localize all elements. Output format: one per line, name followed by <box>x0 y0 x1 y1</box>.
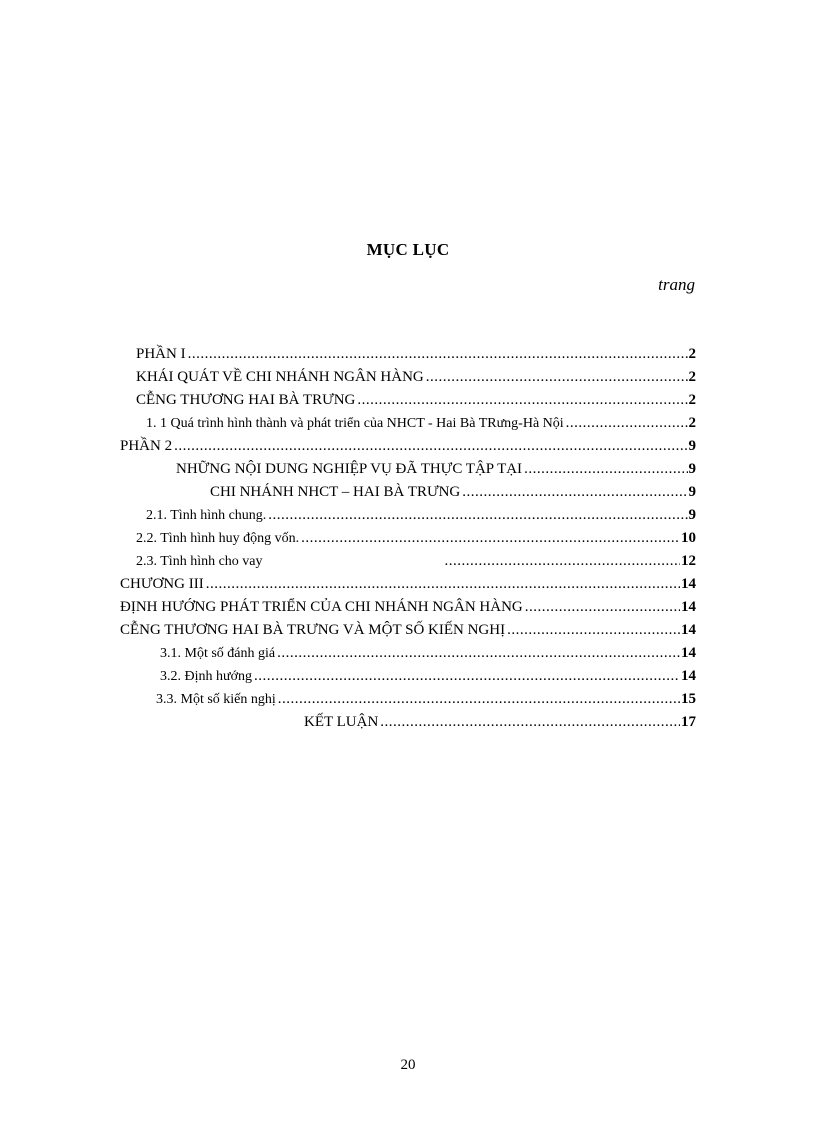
toc-leader-dots <box>357 389 687 411</box>
toc-leader-dots <box>380 711 680 733</box>
toc-entry-page: 2 <box>688 369 696 385</box>
toc-entry-khai-quat[interactable] <box>136 366 696 388</box>
toc-entry-label: 1. 1 Quá trình hình thành và phát triển của NHCT - Hai Bà TRưng-Hà Nội <box>146 416 564 431</box>
toc-entry-page: 14 <box>681 645 696 661</box>
toc-entry-2-3[interactable] <box>136 550 696 572</box>
toc-entry-nhung-noi-dung[interactable] <box>176 458 696 480</box>
page-column-label: trang <box>658 275 695 294</box>
toc-entry-label: CHƯƠNG III <box>120 576 204 592</box>
toc-entry-2-2[interactable] <box>136 527 696 549</box>
toc-entry-page: 12 <box>681 553 696 569</box>
toc-entry-3-3[interactable] <box>156 688 696 710</box>
toc-leader-dots <box>445 550 680 572</box>
toc-entry-page: 14 <box>681 576 696 592</box>
toc-entry-label: KHÁI QUÁT VỀ CHI NHÁNH NGÂN HÀNG <box>136 369 424 385</box>
toc-leader-dots <box>462 481 687 503</box>
toc-entry-phan-2[interactable] <box>120 435 696 457</box>
toc-entry-label: KẾT LUẬN <box>304 714 379 730</box>
toc-entry-1-1[interactable] <box>146 412 696 434</box>
toc-entry-label: 3.3. Một số kiến nghị <box>156 692 276 707</box>
toc-entry-page: 14 <box>681 668 696 684</box>
toc-leader-dots <box>525 596 680 618</box>
toc-entry-label: CỄNG THƯƠNG HAI BÀ TRƯNG <box>136 392 356 408</box>
toc-entry-label: 2.1. Tình hình chung. <box>146 508 267 523</box>
toc-entry-page: 14 <box>681 622 696 638</box>
toc-entry-label: 2.3. Tình hình cho vay <box>136 554 263 569</box>
toc-entry-cong-thuong[interactable] <box>136 389 696 411</box>
toc-entry-label: 3.2. Định hướng <box>160 669 252 684</box>
toc-entry-label: PHẦN 2 <box>120 438 173 454</box>
toc-entry-cong-thuong-kien-nghi[interactable] <box>120 619 696 641</box>
toc-leader-dots <box>268 504 687 526</box>
toc-entry-chi-nhanh-nhct[interactable] <box>210 481 696 503</box>
toc-entry-page: 9 <box>688 484 696 500</box>
toc-entry-label: CHI NHÁNH NHCT – HAI BÀ TRƯNG <box>210 484 461 500</box>
toc-entry-page: 2 <box>688 415 696 431</box>
toc-leader-dots <box>206 573 680 595</box>
toc-entry-label: PHẦN I <box>136 346 186 362</box>
toc-entry-page: 2 <box>688 346 696 362</box>
toc-entry-chuong-3[interactable] <box>120 573 696 595</box>
toc-entry-label: ĐỊNH HƯỚNG PHÁT TRIỂN CỦA CHI NHÁNH NGÂN HÀNG <box>120 599 523 615</box>
toc-leader-dots <box>278 688 680 710</box>
toc-entry-label: 2.2. Tình hình huy động vốn. <box>136 531 300 546</box>
toc-entry-ket-luan[interactable] <box>304 711 696 733</box>
toc-entry-page: 14 <box>681 599 696 615</box>
toc-entry-page: 9 <box>688 438 696 454</box>
toc-entry-phan-1[interactable] <box>136 343 696 365</box>
toc-entry-3-2[interactable] <box>160 665 696 687</box>
toc-leader-dots <box>254 665 680 687</box>
toc-entry-page: 17 <box>681 714 696 730</box>
toc-leader-dots <box>277 642 680 664</box>
page-title: MỤC LỤC <box>366 240 450 259</box>
toc-entry-label: 3.1. Một số đánh giá <box>160 646 276 661</box>
toc-leader-dots <box>524 458 687 480</box>
toc-entry-label: CỄNG THƯƠNG HAI BÀ TRƯNG VÀ MỘT SỐ KIẾN NGHỊ <box>120 622 506 638</box>
toc-leader-dots <box>426 366 688 388</box>
toc-leader-dots <box>174 435 687 457</box>
toc-entry-page: 15 <box>681 691 696 707</box>
toc-leader-dots <box>301 527 680 549</box>
toc-leader-dots <box>188 343 688 365</box>
toc-entry-dinh-huong-phat-trien[interactable] <box>120 596 696 618</box>
toc-entry-page: 10 <box>681 530 696 546</box>
page-number: 20 <box>400 1057 416 1073</box>
toc-entry-page: 9 <box>688 507 696 523</box>
toc-entry-label: NHỮNG NỘI DUNG NGHIỆP VỤ ĐÃ THỰC TẬP TẠI <box>176 461 523 477</box>
toc-entry-2-1[interactable] <box>146 504 696 526</box>
toc-entry-page: 9 <box>688 461 696 477</box>
toc-leader-dots <box>507 619 680 641</box>
toc-entry-page: 2 <box>688 392 696 408</box>
toc-entry-3-1[interactable] <box>160 642 696 664</box>
toc-leader-dots <box>566 412 688 434</box>
